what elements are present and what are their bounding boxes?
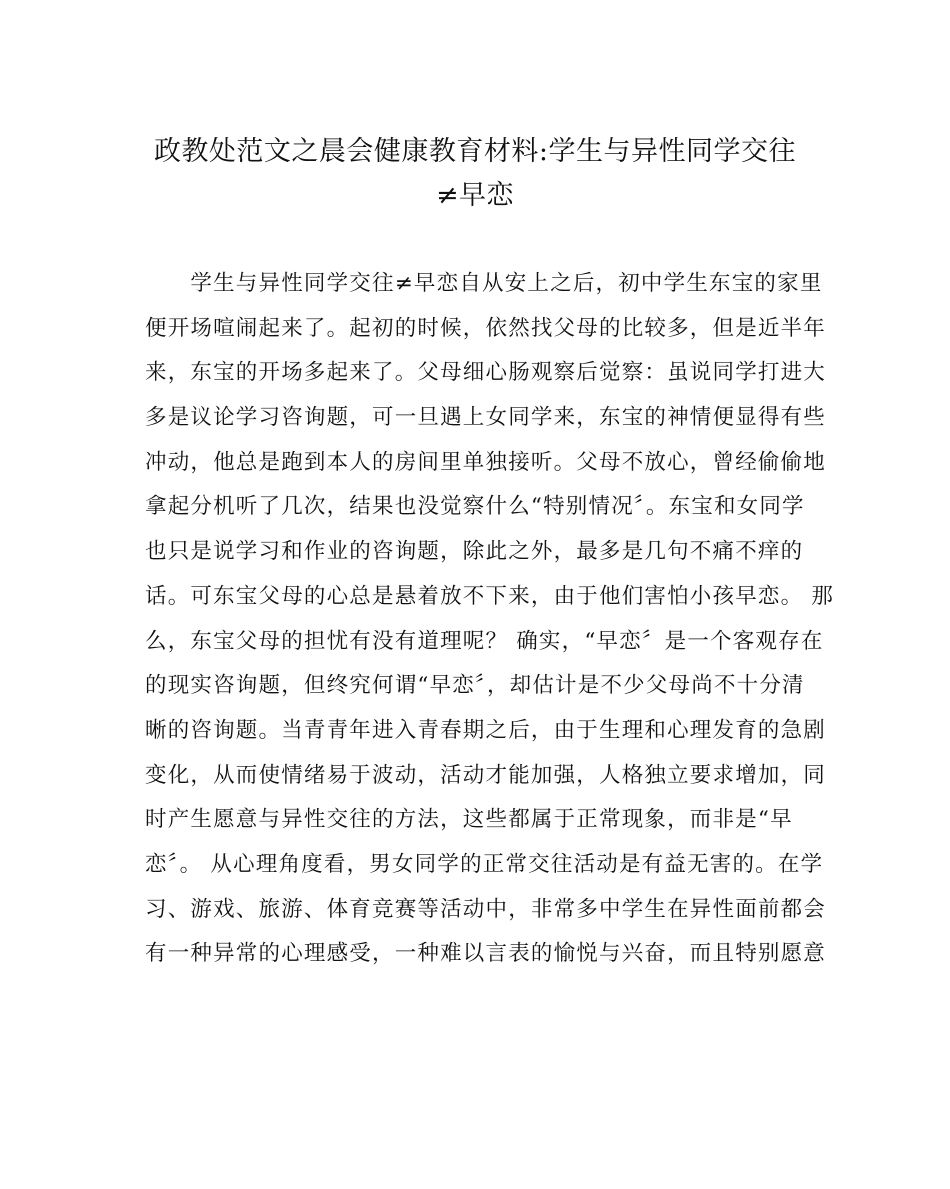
body-line: 来，东宝的开场多起来了。父母细心肠观察后觉察：虽说同学打进大 [145,360,827,386]
body-line: 的现实咨询题，但终究何谓“早恋〞，却估计是不少父母尚不十分清 [145,673,805,699]
body-line: 多是议论学习咨询题，可一旦遇上女同学来，东宝的神情便显得有些 [145,405,827,431]
body-line: 拿起分机听了几次，结果也没觉察什么“特别情况〞。东宝和女同学 [145,494,805,520]
body-line: 时产生愿意与异性交往的方法，这些都属于正常现象，而非是“早 [145,807,793,833]
body-line: 学生与异性同学交往≠早恋自从安上之后，初中学生东宝的家里 [145,271,823,296]
body-line: 恋〞。 从心理角度看，男女同学的正常交往活动是有益无害的。在学 [145,851,824,877]
title-line-1: 政教处范文之晨会健康教育材料:学生与异性同学交往 [153,136,797,167]
body-line: 有一种异常的心理感受，一种难以言表的愉悦与兴奋，而且特别愿意 [145,941,827,967]
title-line-2: ≠早恋 [435,180,515,211]
body-line: 冲动，他总是跑到本人的房间里单独接听。父母不放心，曾经偷偷地 [145,449,827,475]
body-line: 也只是说学习和作业的咨询题，除此之外，最多是几句不痛不痒的 [145,539,804,565]
body-line: 么，东宝父母的担忧有没有道理呢？ 确实，“早恋〞是一个客观存在 [145,628,824,654]
body-line: 便开场喧闹起来了。起初的时候，依然找父母的比较多，但是近半年 [145,315,827,341]
body-line: 话。可东宝父母的心总是悬着放不下来，由于他们害怕小孩早恋。 那 [145,583,835,609]
body-line: 变化，从而使情绪易于波动，活动才能加强，人格独立要求增加，同 [145,762,827,788]
document-title [120,130,830,218]
body-line: 习、游戏、旅游、体育竞赛等活动中，非常多中学生在异性面前都会 [145,896,827,922]
body-line: 晰的咨询题。当青青年进入青春期之后，由于生理和心理发育的急剧 [145,717,827,743]
document-body [145,262,835,977]
